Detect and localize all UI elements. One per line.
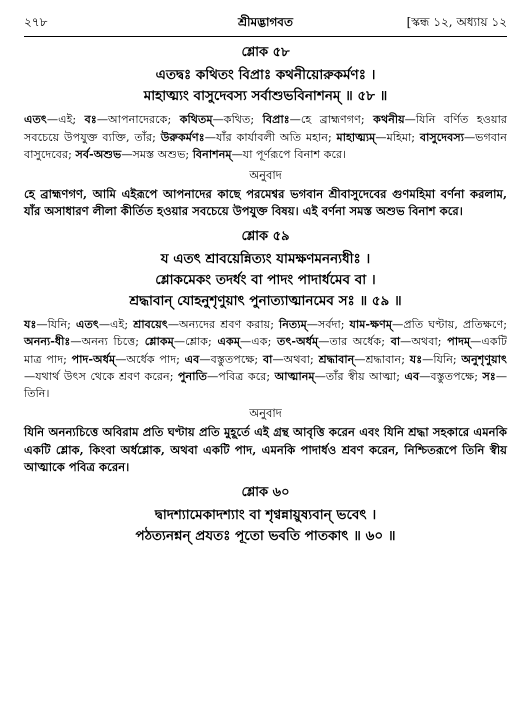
book-title: শ্রীমদ্ভাগবত — [237, 15, 293, 29]
sanskrit-word: সর্ব-অশুভ — [75, 147, 122, 161]
sloka-section — [24, 43, 507, 221]
verse-line: পঠত্যনশ্নন্ প্রযতঃ পূতো ভবতি পাতকাৎ ॥ ৬০ ॥ — [135, 527, 396, 544]
sloka-title: শ্লোক ৫৮ — [241, 45, 290, 60]
word-meaning: বস্তুতপক্ষে; — [430, 370, 483, 383]
sanskrit-word: এতৎ — [24, 112, 47, 126]
word-meaning: অন্যদের শ্রবণ করায়; — [179, 317, 280, 331]
word-meaning: অর্ধেক পাদ; — [126, 352, 185, 366]
sanskrit-word: বা — [390, 334, 401, 348]
sanskrit-word: তৎ-অর্ধম্ — [277, 334, 319, 348]
translation-text: হে ব্রাহ্মণগণ, আমি এইরূপে আপনাদের কাছে পরমেশ্বর ভগবান শ্রীবাসুদেবের গুণমহিমা বর্ণনা করলাম, যাঁর অসাধারণ লীলা কীর্তিত হওয়ার সবচেয়ে উপযুক্ত বিষয়। এই বর্ণনা সমস্ত অশুভ বিনাশ করে। — [24, 186, 507, 218]
sanskrit-word: কথনীয় — [373, 112, 405, 126]
word-meaning: শ্লোক; — [185, 335, 218, 348]
word-meaning: আপনাদেরকে; — [108, 113, 180, 126]
sanskrit-word: নিত্যম্ — [279, 316, 307, 331]
page-number: ২৭৮ — [24, 15, 48, 29]
sanskrit-word: মাহাত্ম্যম্ — [336, 129, 376, 144]
verse-line: দ্বাদশ্যামেকাদশ্যাং বা শৃণ্বন্নায়ুষ্যবান্ ভবেৎ । — [154, 506, 377, 523]
word-meaning: মহিমা; — [386, 130, 420, 144]
sanskrit-word: বাসুদেবস্য — [419, 129, 464, 144]
header-rule — [24, 36, 507, 37]
sanskrit-word: যাম-ক্ষণম্ — [349, 316, 393, 331]
word-meanings: এতৎ—এই; বঃ—আপনাদেরকে; কথিতম্—কথিত; বিপ্রাঃ—হে ব্রাহ্মণগণ; কথনীয়—যিনি বর্ণিত হওয়ার সবচেয়ে উপযুক্ত ব্যক্তি, তাঁর; উরুকর্মণঃ—যাঁর কার্যাবলী অতি মহান; মাহাত্ম্যম্—মহিমা; বাসুদেবস্য—ভগবান বাসুদেবের; সর্ব-অশুভ—সমস্ত অশুভ; বিনাশনম্—যা পূর্ণরূপে বিনাশ করে। — [24, 112, 507, 161]
chapter-reference: [স্কন্ধ ১২, অধ্যায় ১২ — [406, 15, 507, 29]
sanskrit-word: উরুকর্মণঃ — [160, 129, 205, 144]
word-meaning: যিনি; — [47, 317, 76, 331]
sloka-title: শ্লোক ৫৯ — [241, 228, 290, 244]
sanskrit-word: এতৎ — [75, 316, 99, 331]
sanskrit-word: যঃ — [409, 351, 423, 366]
word-meaning: যাঁর কার্যাবলী অতি মহান; — [215, 130, 337, 144]
word-meaning: এই; — [58, 113, 85, 126]
word-meaning: সর্বদা; — [317, 317, 350, 331]
word-meaning: বস্তুতপক্ষে; — [210, 352, 263, 366]
sanskrit-word: একম্ — [217, 334, 241, 348]
sloka-section — [24, 227, 507, 477]
translation-heading: অনুবাদ — [249, 167, 282, 182]
word-meaning: যা পূর্ণরূপে বিনাশ করে। — [242, 148, 347, 161]
sanskrit-word: সঃ — [482, 369, 496, 383]
word-meaning: তিনি। — [24, 386, 50, 400]
word-meaning: যথার্থ উৎস থেকে শ্রবণ করেন; — [35, 370, 178, 383]
word-meaning: শ্রদ্ধাবান; — [365, 352, 410, 366]
word-meaning: যিনি; — [433, 352, 462, 366]
sanskrit-word: বিনাশনম্ — [192, 147, 232, 161]
word-meaning: এক; — [251, 335, 278, 348]
verse-line: এতদ্বঃ কথিতং বিপ্রাঃ কথনীয়োরুকর্মণঃ । — [155, 67, 376, 83]
word-meaning: অথবা; — [411, 335, 448, 348]
sanskrit-word: অনুশৃণুয়াৎ — [461, 351, 507, 366]
sanskrit-word: কথিতম্ — [179, 112, 213, 126]
sanskrit-word: আত্মানম্ — [274, 369, 315, 383]
page-content — [24, 43, 507, 547]
verse-line: য এতৎ শ্রাবয়েন্নিত্যং যামক্ষণমনন্যধীঃ । — [160, 250, 371, 267]
sanskrit-word: শ্রাবয়েৎ — [133, 316, 168, 331]
sanskrit-word: শ্লোকম্ — [144, 334, 174, 348]
sanskrit-word: পাদ-অর্ধম্ — [71, 351, 116, 366]
sanskrit-word: অনন্য-ধীঃ — [24, 334, 71, 348]
translation-heading: অনুবাদ — [249, 406, 282, 420]
verse-line: শ্রদ্ধাবান্ যোহনুশৃণুয়াৎ পুনাত্যাত্মানমেব সঃ ॥ ৫৯ ॥ — [129, 292, 402, 309]
sanskrit-word: বিপ্রাঃ — [262, 112, 290, 126]
sanskrit-word: পুনাতি — [177, 369, 208, 383]
verse-line: শ্লোকমেকং তদর্ধং বা পাদং পাদার্ধমেব বা । — [155, 271, 376, 288]
sanskrit-word: এব — [184, 351, 200, 366]
sloka-section — [24, 483, 507, 547]
sanskrit-word: বঃ — [84, 112, 97, 126]
word-meaning: তার অর্ধেক; — [329, 335, 391, 348]
word-meaning: অথবা; — [283, 352, 319, 366]
word-meaning: পবিত্র করে; — [218, 370, 275, 383]
word-meaning: এই; — [110, 317, 134, 331]
word-meaning: একটি মাত্র পাদ; — [24, 335, 507, 366]
word-meanings: যঃ—যিনি; এতৎ—এই; শ্রাবয়েৎ—অন্যদের শ্রবণ করায়; নিত্যম্—সর্বদা; যাম-ক্ষণম্—প্রতি ঘণ্টায়, প্রতিক্ষণে; অনন্য-ধীঃ—অনন্য চিত্তে; শ্লোকম্—শ্লোক; একম্—এক; তৎ-অর্ধম্—তার অর্ধেক; বা—অথবা; পাদম্—একটি মাত্র পাদ; পাদ-অর্ধম্—অর্ধেক পাদ; এব—বস্তুতপক্ষে; বা—অথবা; শ্রদ্ধাবান্—শ্রদ্ধাবান; যঃ—যিনি; অনুশৃণুয়াৎ—যথার্থ উৎস থেকে শ্রবণ করেন; পুনাতি—পবিত্র করে; আত্মানম্—তাঁর স্বীয় আত্মা; এব—বস্তুতপক্ষে; সঃ—তিনি। — [24, 316, 508, 400]
word-meaning: সমস্ত অশুভ; — [132, 148, 193, 161]
page-header — [24, 12, 507, 34]
sanskrit-word: পাদম্ — [447, 334, 471, 348]
sanskrit-word: বা — [262, 351, 273, 366]
sloka-title: শ্লোক ৬০ — [241, 484, 290, 500]
word-meaning: হে ব্রাহ্মণগণ; — [300, 113, 374, 126]
word-meaning: যিনি বর্ণিত হওয়ার সবচেয়ে উপযুক্ত ব্যক্তি, তাঁর; — [24, 113, 507, 144]
verse-line: মাহাত্ম্যং বাসুদেবস্য সর্বাশুভবিনাশনম্ ॥ ৫৮ ॥ — [143, 88, 388, 104]
word-meaning: ভগবান বাসুদেবের; — [24, 130, 507, 161]
sanskrit-word: যঃ — [24, 316, 37, 331]
word-meaning: তাঁর স্বীয় আত্মা; — [325, 370, 405, 383]
word-meaning: প্রতি ঘণ্টায়, প্রতিক্ষণে; — [403, 317, 507, 331]
word-meaning: কথিত; — [223, 113, 263, 126]
translation-text: যিনি অনন্যচিত্তে অবিরাম প্রতি ঘণ্টায় প্রতি মুহূর্তে এই গ্রন্থ আবৃত্তি করেন এবং যিনি শ্রদ্ধা সহকারে এমনকি একটি শ্লোক, কিংবা অর্ধশ্লোক, অথবা একটি পাদ, এমনকি পাদার্ধও শ্রবণ করেন, নিশ্চিতরূপে তিনি স্বীয় আত্মাকে পবিত্র করেন। — [24, 425, 507, 474]
word-meaning: অনন্য চিত্তে; — [81, 335, 145, 348]
sanskrit-word: এব — [404, 369, 420, 383]
sanskrit-word: শ্রদ্ধাবান্ — [318, 351, 355, 366]
